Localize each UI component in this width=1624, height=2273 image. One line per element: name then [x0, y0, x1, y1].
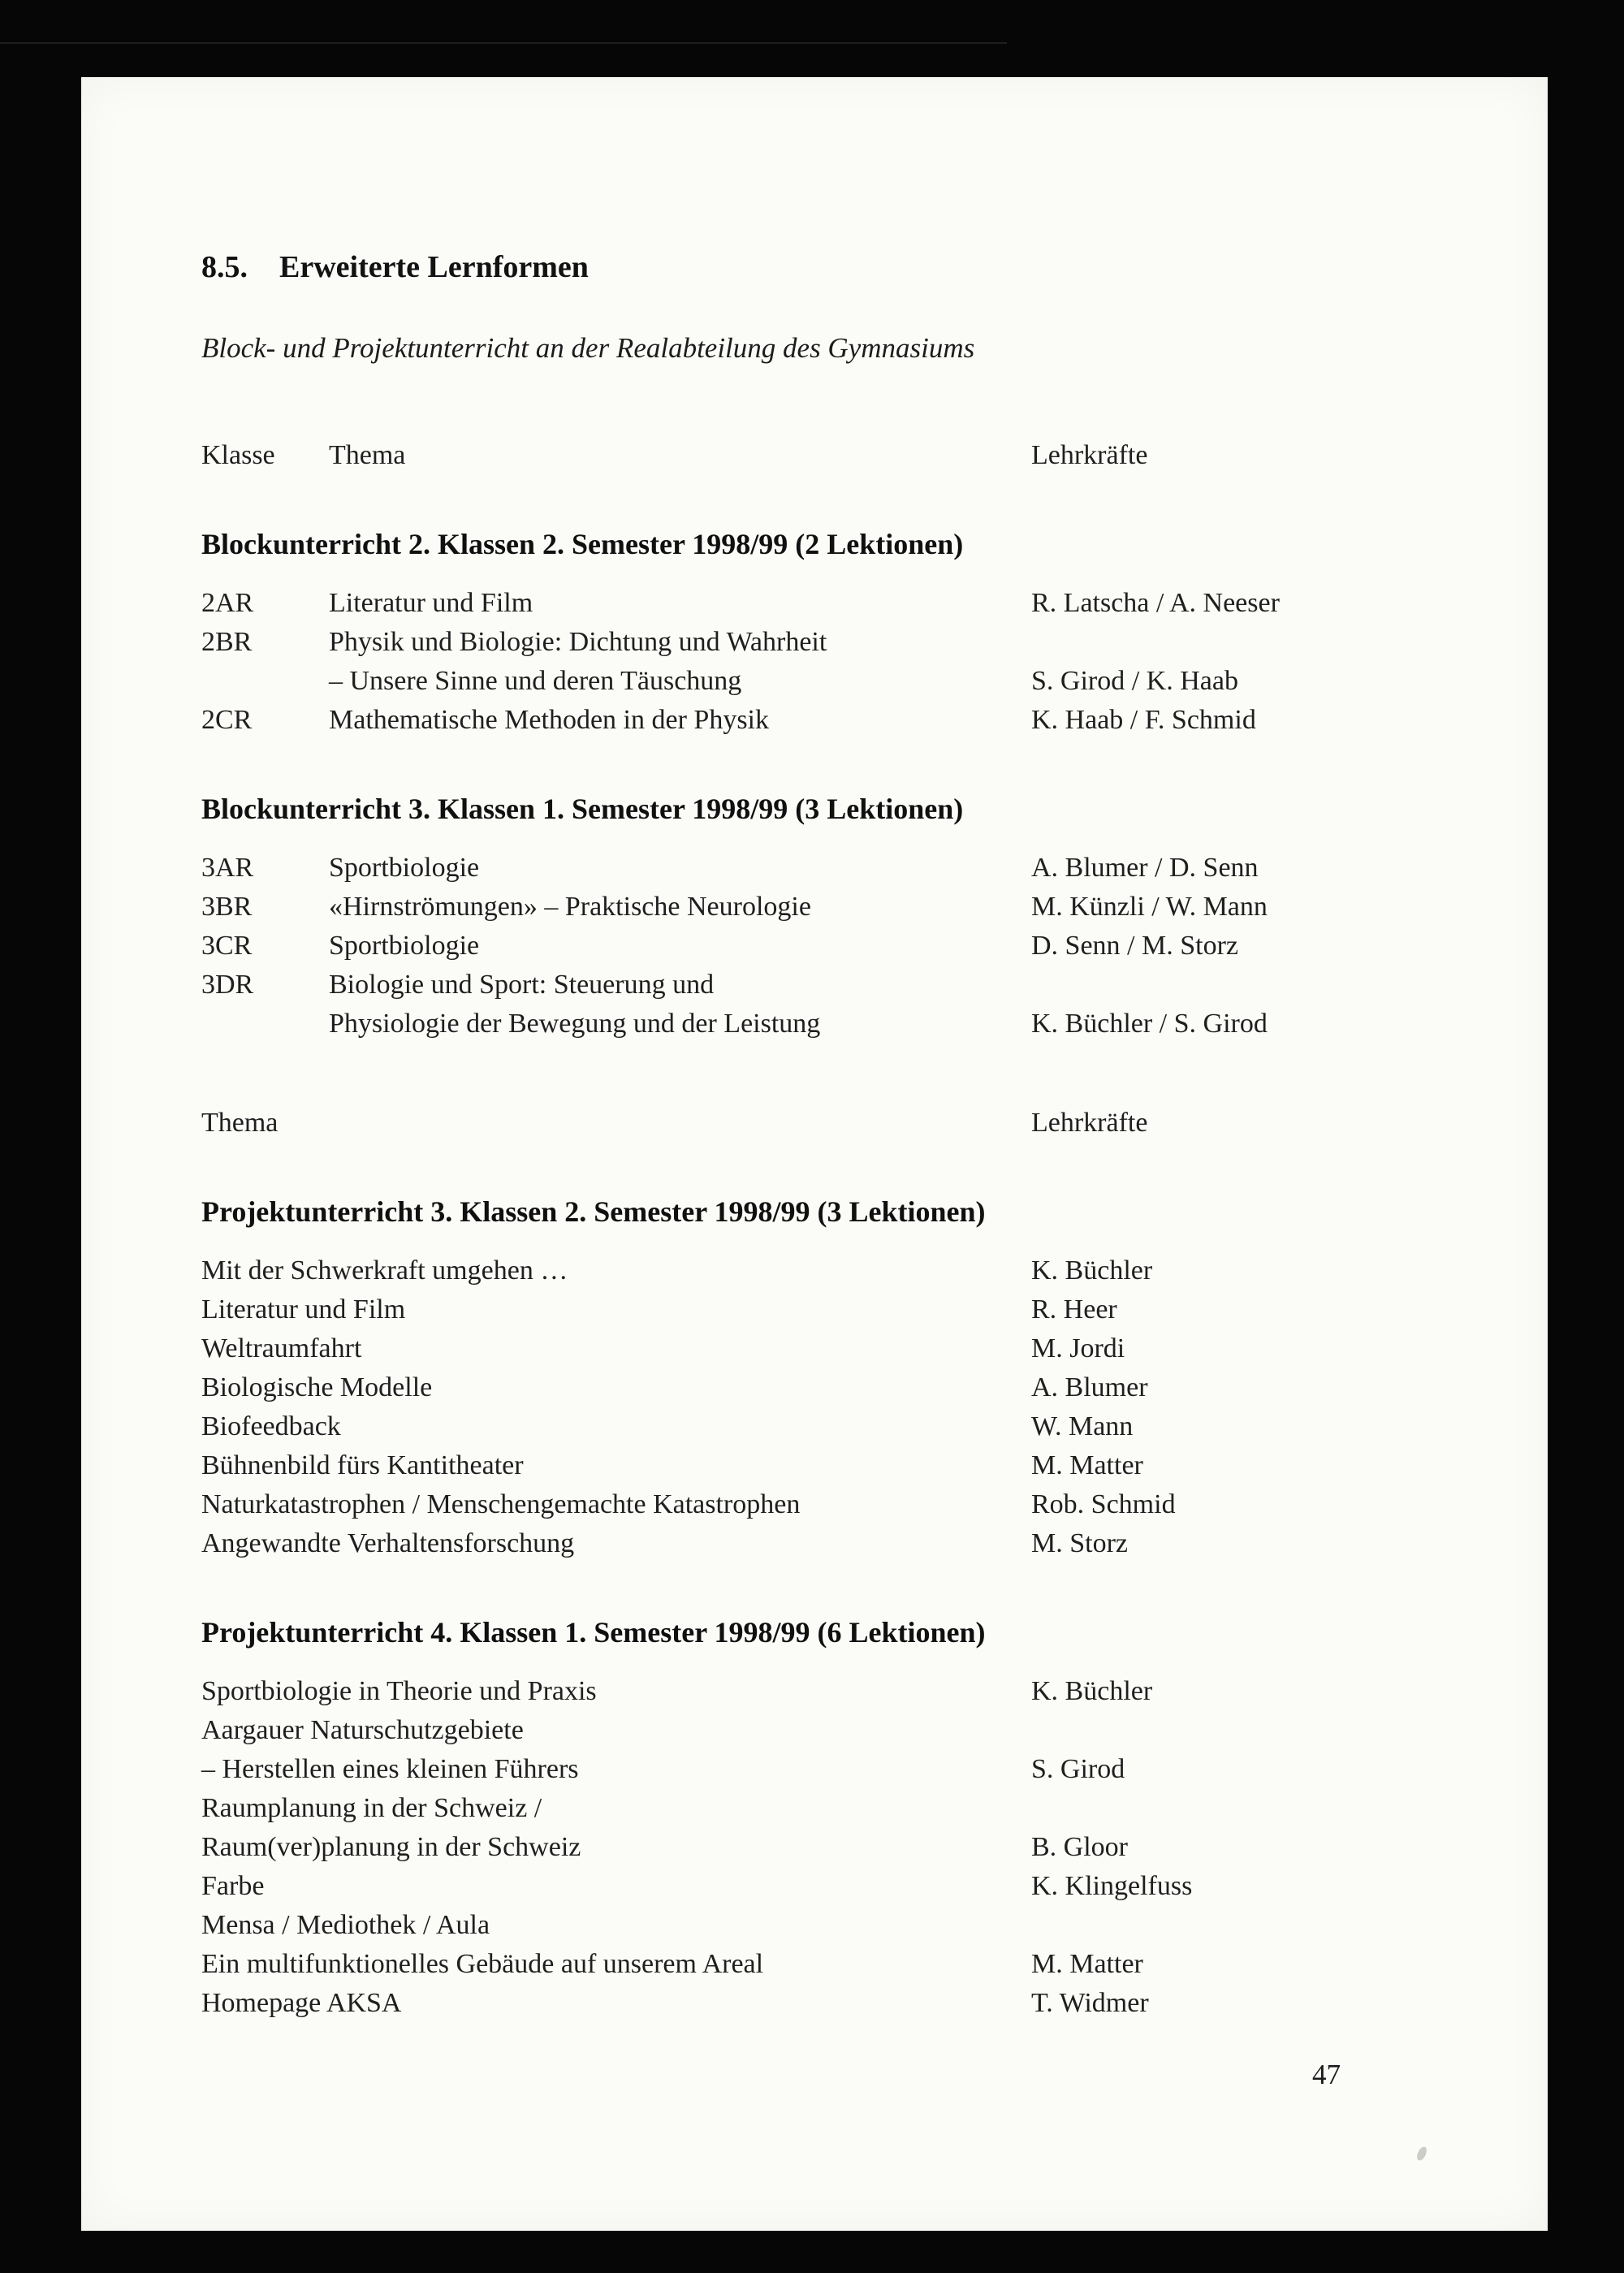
lehrkraefte-cell: S. Girod / K. Haab [1031, 666, 1238, 696]
table-row [201, 888, 1468, 927]
lehrkraefte-cell: A. Blumer / D. Senn [1031, 853, 1259, 883]
table-row [201, 1984, 1468, 2023]
column-headers-mid [201, 1104, 1468, 1143]
section-heading [201, 248, 1468, 287]
klasse-cell: 3CR [201, 931, 253, 961]
table-row [201, 701, 1468, 740]
table-row [201, 1828, 1468, 1867]
thema-cell: Raum(ver)planung in der Schweiz [201, 1832, 581, 1862]
course-section-title: Blockunterricht 2. Klassen 2. Semester 1998/99 (2 Lektionen) [201, 528, 964, 560]
table-row [201, 584, 1468, 623]
thema-cell: Naturkatastrophen / Menschengemachte Katastrophen [201, 1489, 801, 1519]
lehrkraefte-cell: R. Latscha / A. Neeser [1031, 588, 1280, 618]
lehrkraefte-cell: W. Mann [1031, 1411, 1134, 1441]
column-header-lehrkraefte: Lehrkräfte [1031, 440, 1148, 470]
table-row [201, 1005, 1468, 1044]
course-section-title: Projektunterricht 3. Klassen 2. Semester 1998/99 (3 Lektionen) [201, 1195, 986, 1228]
table-row [201, 1750, 1468, 1789]
course-section-title: Blockunterricht 3. Klassen 1. Semester 1998/99 (3 Lektionen) [201, 793, 964, 825]
table-row [201, 1711, 1468, 1750]
course-section-title: Projektunterricht 4. Klassen 1. Semester 1998/99 (6 Lektionen) [201, 1616, 986, 1649]
lehrkraefte-cell: D. Senn / M. Storz [1031, 931, 1238, 961]
table-row [201, 1251, 1468, 1290]
lehrkraefte-cell: K. Büchler / S. Girod [1031, 1009, 1268, 1039]
table-row [201, 623, 1468, 662]
lehrkraefte-cell: K. Haab / F. Schmid [1031, 705, 1256, 735]
lehrkraefte-cell: M. Matter [1031, 1949, 1143, 1979]
table-row [201, 927, 1468, 966]
lehrkraefte-cell: R. Heer [1031, 1294, 1117, 1324]
lehrkraefte-cell: Rob. Schmid [1031, 1489, 1176, 1519]
table-row [201, 1524, 1468, 1563]
table-row [201, 1906, 1468, 1945]
table-row [201, 1945, 1468, 1984]
thema-cell: Sportbiologie [329, 853, 480, 883]
page-content [201, 77, 1468, 2023]
lehrkraefte-cell: M. Künzli / W. Mann [1031, 892, 1268, 922]
page-number: 47 [1312, 2059, 1341, 2090]
lehrkraefte-cell: M. Matter [1031, 1450, 1143, 1480]
column-header-lehrkraefte: Lehrkräfte [1031, 1108, 1148, 1138]
thema-cell: Literatur und Film [329, 588, 533, 618]
lehrkraefte-cell: B. Gloor [1031, 1832, 1128, 1862]
lehrkraefte-cell: M. Storz [1031, 1528, 1128, 1558]
document-subtitle: Block- und Projektunterricht an der Realabteilung des Gymnasiums [201, 332, 975, 364]
thema-cell: Angewandte Verhaltensforschung [201, 1528, 575, 1558]
block-sections [201, 525, 1468, 1044]
thema-cell: Aargauer Naturschutzgebiete [201, 1715, 524, 1745]
lehrkraefte-cell: T. Widmer [1031, 1988, 1149, 2018]
course-section [201, 790, 1468, 1044]
thema-cell: «Hirnströmungen» – Praktische Neurologie [329, 892, 811, 922]
thema-cell: Sportbiologie in Theorie und Praxis [201, 1676, 597, 1706]
lehrkraefte-cell: K. Büchler [1031, 1676, 1153, 1706]
column-headers-top [201, 436, 1468, 475]
thema-cell: Weltraumfahrt [201, 1333, 362, 1363]
column-header-klasse: Klasse [201, 440, 275, 470]
lehrkraefte-cell: K. Klingelfuss [1031, 1871, 1193, 1901]
thema-cell: Homepage AKSA [201, 1988, 402, 2018]
table-row [201, 1446, 1468, 1485]
scan-artifact [1415, 2146, 1427, 2162]
thema-cell: – Unsere Sinne und deren Täuschung [329, 666, 742, 696]
document-page [81, 77, 1548, 2231]
table-row [201, 1368, 1468, 1407]
table-row [201, 1485, 1468, 1524]
table-row [201, 1290, 1468, 1329]
klasse-cell: 2BR [201, 627, 253, 657]
thema-cell: Physik und Biologie: Dichtung und Wahrheit [329, 627, 827, 657]
table-row [201, 1407, 1468, 1446]
thema-cell: Biologie und Sport: Steuerung und [329, 970, 715, 1000]
thema-cell: – Herstellen eines kleinen Führers [201, 1754, 579, 1784]
thema-cell: Bühnenbild fürs Kantitheater [201, 1450, 524, 1480]
klasse-cell: 2CR [201, 705, 253, 735]
thema-cell: Biofeedback [201, 1411, 341, 1441]
thema-cell: Sportbiologie [329, 931, 480, 961]
column-header-thema: Thema [201, 1108, 279, 1138]
thema-cell: Mathematische Methoden in der Physik [329, 705, 770, 735]
column-header-thema: Thema [329, 440, 406, 470]
thema-cell: Raumplanung in der Schweiz / [201, 1793, 542, 1823]
thema-cell: Farbe [201, 1871, 265, 1901]
course-section [201, 1614, 1468, 2023]
klasse-cell: 3AR [201, 853, 254, 883]
scan-top-seam [0, 42, 1007, 44]
table-row [201, 966, 1468, 1005]
table-row [201, 1672, 1468, 1711]
thema-cell: Mensa / Mediothek / Aula [201, 1910, 490, 1940]
klasse-cell: 2AR [201, 588, 254, 618]
thema-cell: Mit der Schwerkraft umgehen … [201, 1255, 568, 1286]
heading-text: Erweiterte Lernformen [279, 250, 589, 284]
table-row [201, 662, 1468, 701]
table-row [201, 1329, 1468, 1368]
klasse-cell: 3DR [201, 970, 254, 1000]
thema-cell: Literatur und Film [201, 1294, 406, 1324]
course-section [201, 525, 1468, 740]
thema-cell: Biologische Modelle [201, 1372, 433, 1402]
klasse-cell: 3BR [201, 892, 253, 922]
lehrkraefte-cell: S. Girod [1031, 1754, 1125, 1784]
lehrkraefte-cell: A. Blumer [1031, 1372, 1148, 1402]
thema-cell: Ein multifunktionelles Gebäude auf unserem Areal [201, 1949, 764, 1979]
course-section [201, 1193, 1468, 1563]
table-row [201, 849, 1468, 888]
lehrkraefte-cell: K. Büchler [1031, 1255, 1153, 1286]
projekt-sections [201, 1193, 1468, 2023]
table-row [201, 1867, 1468, 1906]
heading-number: 8.5. [201, 250, 248, 284]
lehrkraefte-cell: M. Jordi [1031, 1333, 1125, 1363]
thema-cell: Physiologie der Bewegung und der Leistung [329, 1009, 821, 1039]
table-row [201, 1789, 1468, 1828]
